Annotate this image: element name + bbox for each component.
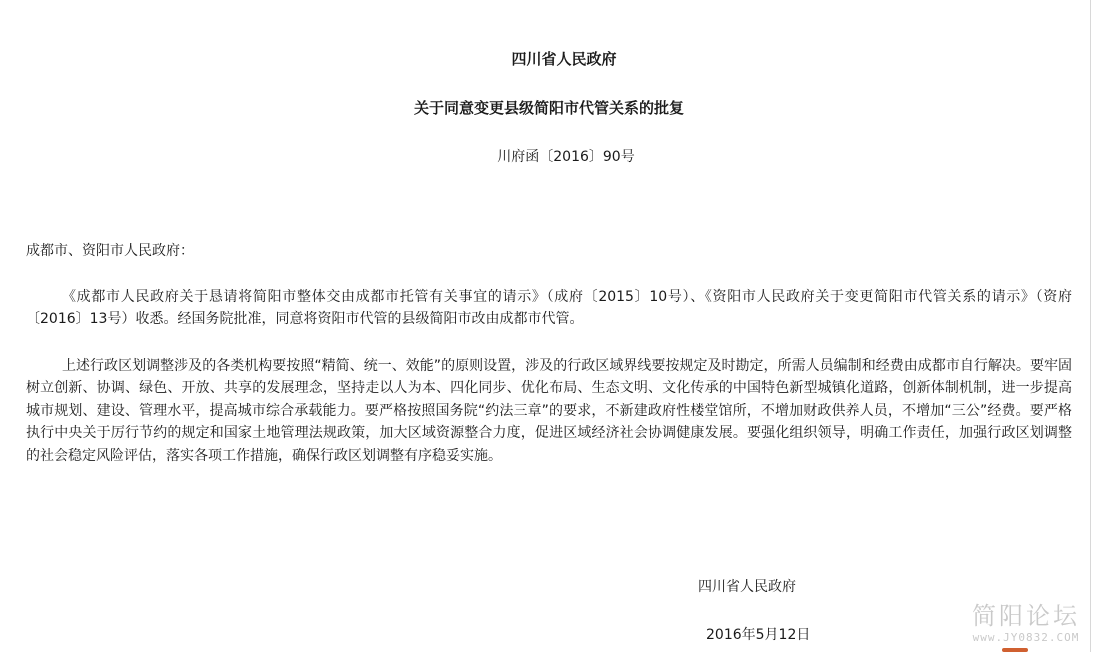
document-number: 川府函〔2016〕90号 [497, 149, 635, 165]
watermark-logo [972, 596, 1080, 644]
salutation: 成都市、资阳市人民政府： [26, 243, 194, 259]
body-paragraph: 《成都市人民政府关于恳请将简阳市整体交由成都市托管有关事宜的请示》（成府〔2015〕10号）、《资阳市人民政府关于变更简阳市代管关系的请示》（资府〔2016〕13号）收悉。经国务院批准，同意将资阳市代管的县级简阳市改由成都市代管。 [26, 289, 1072, 328]
watermark-title: 简阳论坛 [972, 602, 1080, 630]
document-title: 关于同意变更县级简阳市代管关系的批复 [413, 99, 684, 117]
issuer-heading: 四川省人民政府 [511, 50, 617, 68]
issue-date: 2016年5月12日 [706, 627, 811, 643]
watermark-url: www.JY0832.COM [972, 631, 1080, 644]
corner-accent-mark [1002, 648, 1028, 652]
body-paragraph: 上述行政区划调整涉及的各类机构要按照“精简、统一、效能”的原则设置，涉及的行政区域界线要按规定及时勘定，所需人员编制和经费由成都市自行解决。要牢固树立创新、协调、绿色、开放、共享的发展理念，坚持走以人为本、四化同步、优化布局、生态文明、文化传承的中国特色新型城镇化道路，创新体制机制，进一步提高城市规划、建设、管理水平，提高城市综合承载能力。要严格按照国务院“约法三章”的要求，不新建政府性楼堂馆所，不增加财政供养人员，不增加“三公”经费。要严格执行中央关于厉行节约的规定和国家土地管理法规政策，加大区域资源整合力度，促进区域经济社会协调健康发展。要强化组织领导，明确工作责任，加强行政区划调整的社会稳定风险评估，落实各项工作措施，确保行政区划调整有序稳妥实施。 [26, 358, 1072, 464]
page-edge-divider [1090, 0, 1091, 652]
signature: 四川省人民政府 [698, 579, 796, 595]
